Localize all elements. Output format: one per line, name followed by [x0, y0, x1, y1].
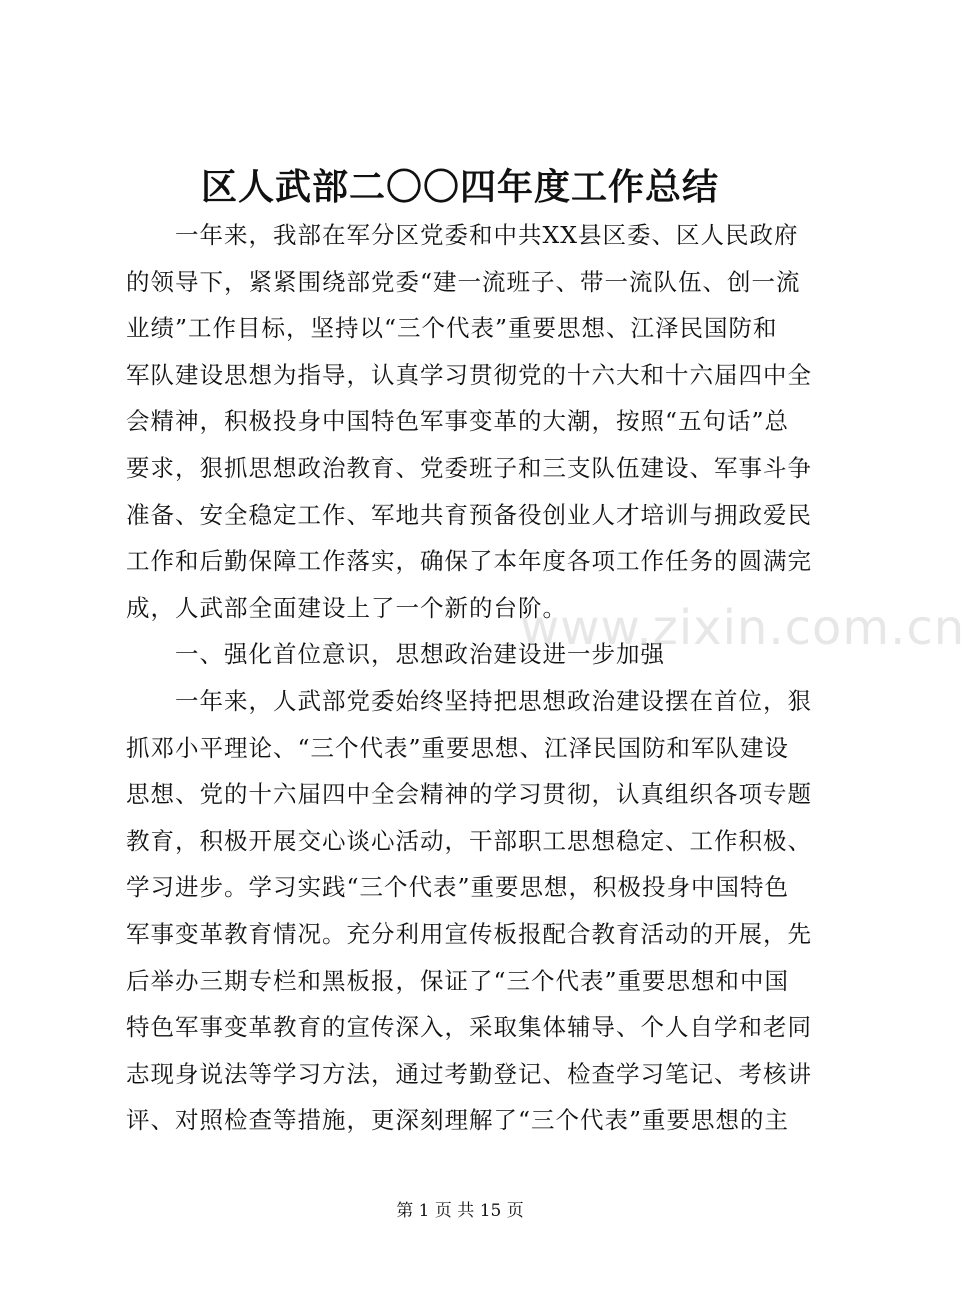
text-line: 教育，积极开展交心谈心活动，干部职工思想稳定、工作积极、	[126, 826, 812, 855]
document-body	[126, 212, 816, 1144]
document-title: 区人武部二〇〇四年度工作总结	[200, 166, 719, 208]
text-line: 军队建设思想为指导，认真学习贯彻党的十六大和十六届四中全	[126, 360, 812, 389]
text-line: 会精神，积极投身中国特色军事变革的大潮，按照“五句话”总	[126, 407, 790, 436]
text-line: 的领导下，紧紧围绕部党委“建一流班子、带一流队伍、创一流	[126, 267, 801, 296]
text-line: 思想、党的十六届四中全会精神的学习贯彻，认真组织各项专题	[126, 780, 812, 809]
watermark: www.zixin.com.cn	[520, 600, 965, 656]
text-line: 工作和后勤保障工作落实，确保了本年度各项工作任务的圆满完	[126, 547, 812, 576]
text-line: 志现身说法等学习方法，通过考勤登记、检查学习笔记、考核讲	[126, 1059, 812, 1088]
text-line: 抓邓小平理论、“三个代表”重要思想、江泽民国防和军队建设	[126, 733, 790, 762]
text-line: 军事变革教育情况。充分利用宣传板报配合教育活动的开展，先	[126, 919, 812, 948]
text-line: 评、对照检查等措施，更深刻理解了“三个代表”重要思想的主	[126, 1106, 790, 1135]
text-line: 要求，狠抓思想政治教育、党委班子和三支队伍建设、军事斗争	[126, 453, 812, 482]
text-line: 一年来，我部在军分区党委和中共XX县区委、区人民政府	[126, 221, 799, 249]
text-line: 业绩”工作目标，坚持以“三个代表”重要思想、江泽民国防和	[126, 314, 778, 343]
text-line: 特色军事变革教育的宣传深入，采取集体辅导、个人自学和老同	[126, 1013, 812, 1042]
page-footer: 第 1 页 共 15 页	[396, 1201, 524, 1221]
text-line: 准备、安全稳定工作、军地共育预备役创业人才培训与拥政爱民	[126, 500, 812, 529]
text-line: 后举办三期专栏和黑板报，保证了“三个代表”重要思想和中国	[126, 966, 790, 995]
text-line: 一年来，人武部党委始终坚持把思想政治建设摆在首位，狠	[126, 686, 812, 715]
section-heading: 一、强化首位意识，思想政治建设进一步加强	[126, 640, 665, 669]
text-line: 成，人武部全面建设上了一个新的台阶。	[126, 593, 567, 622]
text-line: 学习进步。学习实践“三个代表”重要思想，积极投身中国特色	[126, 873, 790, 902]
